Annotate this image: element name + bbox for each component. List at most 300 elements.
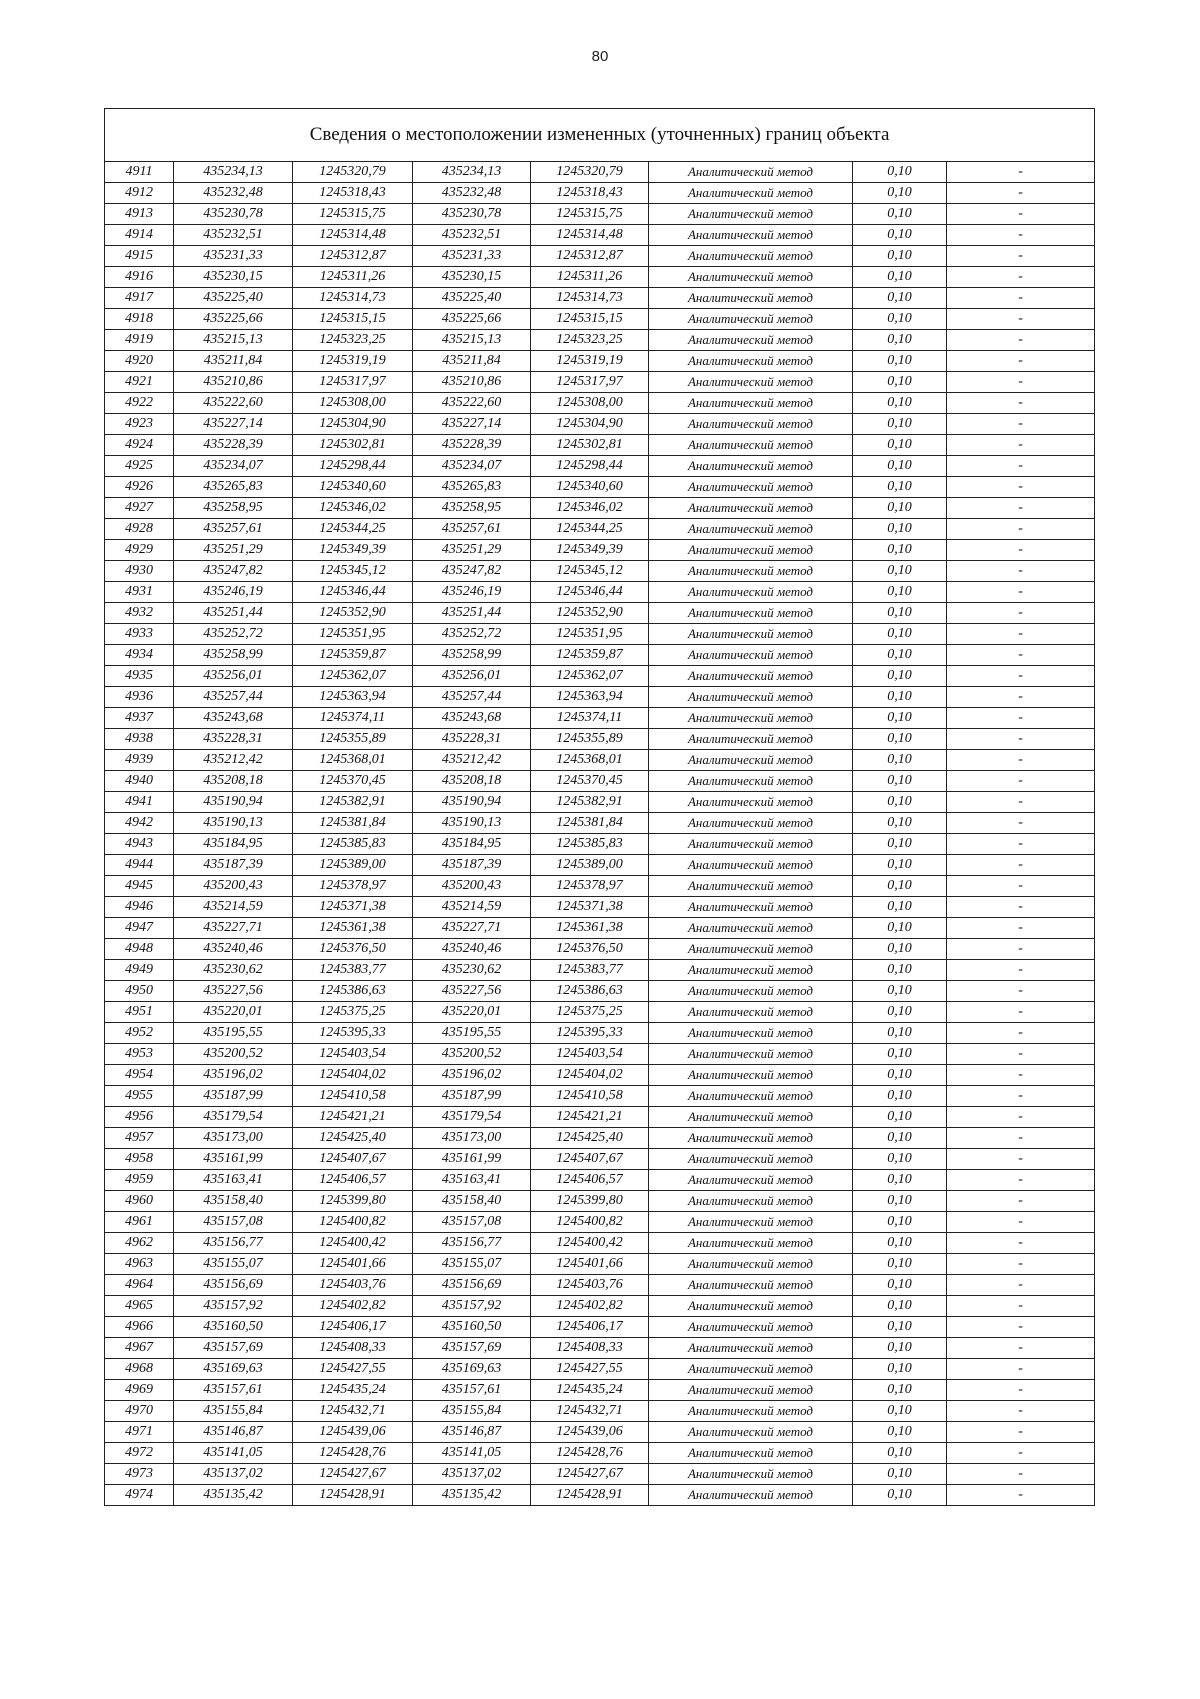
point-number-cell: 4933 xyxy=(105,624,174,645)
x-old-cell: 435135,42 xyxy=(174,1485,293,1506)
table-row xyxy=(105,960,1095,981)
y-old-cell: 1245340,60 xyxy=(293,477,413,498)
y-new-cell: 1245375,25 xyxy=(531,1002,649,1023)
x-old-cell: 435146,87 xyxy=(174,1422,293,1443)
accuracy-cell: 0,10 xyxy=(853,666,947,687)
y-old-cell: 1245381,84 xyxy=(293,813,413,834)
y-old-cell: 1245386,63 xyxy=(293,981,413,1002)
table-row xyxy=(105,1170,1095,1191)
accuracy-cell: 0,10 xyxy=(853,1212,947,1233)
x-old-cell: 435252,72 xyxy=(174,624,293,645)
x-new-cell: 435230,78 xyxy=(413,204,531,225)
table-row xyxy=(105,1317,1095,1338)
y-old-cell: 1245376,50 xyxy=(293,939,413,960)
table-row xyxy=(105,1086,1095,1107)
y-new-cell: 1245383,77 xyxy=(531,960,649,981)
table-row xyxy=(105,498,1095,519)
x-new-cell: 435232,48 xyxy=(413,183,531,204)
point-number-cell: 4938 xyxy=(105,729,174,750)
table-row xyxy=(105,162,1095,183)
x-new-cell: 435257,61 xyxy=(413,519,531,540)
table-row xyxy=(105,1002,1095,1023)
y-old-cell: 1245439,06 xyxy=(293,1422,413,1443)
note-cell: - xyxy=(947,981,1095,1002)
y-old-cell: 1245382,91 xyxy=(293,792,413,813)
method-cell: Аналитический метод xyxy=(649,1086,853,1107)
x-new-cell: 435158,40 xyxy=(413,1191,531,1212)
point-number-cell: 4970 xyxy=(105,1401,174,1422)
note-cell: - xyxy=(947,183,1095,204)
table-row xyxy=(105,855,1095,876)
x-new-cell: 435190,94 xyxy=(413,792,531,813)
x-old-cell: 435173,00 xyxy=(174,1128,293,1149)
note-cell: - xyxy=(947,267,1095,288)
x-new-cell: 435222,60 xyxy=(413,393,531,414)
point-number-cell: 4964 xyxy=(105,1275,174,1296)
x-new-cell: 435252,72 xyxy=(413,624,531,645)
x-new-cell: 435157,69 xyxy=(413,1338,531,1359)
method-cell: Аналитический метод xyxy=(649,1254,853,1275)
x-new-cell: 435163,41 xyxy=(413,1170,531,1191)
x-new-cell: 435173,00 xyxy=(413,1128,531,1149)
x-old-cell: 435141,05 xyxy=(174,1443,293,1464)
note-cell: - xyxy=(947,1275,1095,1296)
y-new-cell: 1245315,75 xyxy=(531,204,649,225)
y-new-cell: 1245361,38 xyxy=(531,918,649,939)
point-number-cell: 4945 xyxy=(105,876,174,897)
accuracy-cell: 0,10 xyxy=(853,960,947,981)
note-cell: - xyxy=(947,813,1095,834)
method-cell: Аналитический метод xyxy=(649,1023,853,1044)
point-number-cell: 4969 xyxy=(105,1380,174,1401)
y-new-cell: 1245351,95 xyxy=(531,624,649,645)
method-cell: Аналитический метод xyxy=(649,498,853,519)
note-cell: - xyxy=(947,1107,1095,1128)
note-cell: - xyxy=(947,708,1095,729)
x-new-cell: 435156,77 xyxy=(413,1233,531,1254)
x-old-cell: 435225,40 xyxy=(174,288,293,309)
accuracy-cell: 0,10 xyxy=(853,750,947,771)
y-new-cell: 1245401,66 xyxy=(531,1254,649,1275)
y-new-cell: 1245386,63 xyxy=(531,981,649,1002)
x-new-cell: 435157,92 xyxy=(413,1296,531,1317)
accuracy-cell: 0,10 xyxy=(853,1422,947,1443)
accuracy-cell: 0,10 xyxy=(853,498,947,519)
accuracy-cell: 0,10 xyxy=(853,393,947,414)
method-cell: Аналитический метод xyxy=(649,1422,853,1443)
x-old-cell: 435214,59 xyxy=(174,897,293,918)
note-cell: - xyxy=(947,561,1095,582)
x-new-cell: 435251,44 xyxy=(413,603,531,624)
y-new-cell: 1245428,76 xyxy=(531,1443,649,1464)
x-new-cell: 435137,02 xyxy=(413,1464,531,1485)
point-number-cell: 4927 xyxy=(105,498,174,519)
point-number-cell: 4941 xyxy=(105,792,174,813)
y-new-cell: 1245439,06 xyxy=(531,1422,649,1443)
x-new-cell: 435184,95 xyxy=(413,834,531,855)
x-old-cell: 435257,61 xyxy=(174,519,293,540)
y-old-cell: 1245374,11 xyxy=(293,708,413,729)
table-row xyxy=(105,351,1095,372)
table-row xyxy=(105,918,1095,939)
accuracy-cell: 0,10 xyxy=(853,1338,947,1359)
point-number-cell: 4911 xyxy=(105,162,174,183)
note-cell: - xyxy=(947,729,1095,750)
y-new-cell: 1245311,26 xyxy=(531,267,649,288)
table-row xyxy=(105,1149,1095,1170)
x-new-cell: 435200,52 xyxy=(413,1044,531,1065)
y-new-cell: 1245362,07 xyxy=(531,666,649,687)
table-row xyxy=(105,1485,1095,1506)
x-old-cell: 435158,40 xyxy=(174,1191,293,1212)
table-row xyxy=(105,750,1095,771)
note-cell: - xyxy=(947,309,1095,330)
y-old-cell: 1245404,02 xyxy=(293,1065,413,1086)
y-new-cell: 1245427,67 xyxy=(531,1464,649,1485)
y-new-cell: 1245376,50 xyxy=(531,939,649,960)
table-row xyxy=(105,246,1095,267)
accuracy-cell: 0,10 xyxy=(853,1002,947,1023)
x-old-cell: 435246,19 xyxy=(174,582,293,603)
method-cell: Аналитический метод xyxy=(649,687,853,708)
y-old-cell: 1245319,19 xyxy=(293,351,413,372)
note-cell: - xyxy=(947,1338,1095,1359)
y-old-cell: 1245383,77 xyxy=(293,960,413,981)
x-old-cell: 435196,02 xyxy=(174,1065,293,1086)
y-new-cell: 1245315,15 xyxy=(531,309,649,330)
table-row xyxy=(105,204,1095,225)
accuracy-cell: 0,10 xyxy=(853,1023,947,1044)
point-number-cell: 4924 xyxy=(105,435,174,456)
accuracy-cell: 0,10 xyxy=(853,855,947,876)
note-cell: - xyxy=(947,582,1095,603)
x-new-cell: 435258,99 xyxy=(413,645,531,666)
y-new-cell: 1245425,40 xyxy=(531,1128,649,1149)
x-new-cell: 435169,63 xyxy=(413,1359,531,1380)
y-old-cell: 1245302,81 xyxy=(293,435,413,456)
x-old-cell: 435230,62 xyxy=(174,960,293,981)
y-new-cell: 1245344,25 xyxy=(531,519,649,540)
point-number-cell: 4921 xyxy=(105,372,174,393)
x-new-cell: 435251,29 xyxy=(413,540,531,561)
y-old-cell: 1245349,39 xyxy=(293,540,413,561)
y-new-cell: 1245400,42 xyxy=(531,1233,649,1254)
accuracy-cell: 0,10 xyxy=(853,897,947,918)
note-cell: - xyxy=(947,351,1095,372)
x-new-cell: 435155,84 xyxy=(413,1401,531,1422)
point-number-cell: 4926 xyxy=(105,477,174,498)
y-old-cell: 1245314,73 xyxy=(293,288,413,309)
point-number-cell: 4968 xyxy=(105,1359,174,1380)
accuracy-cell: 0,10 xyxy=(853,1296,947,1317)
y-new-cell: 1245428,91 xyxy=(531,1485,649,1506)
y-old-cell: 1245361,38 xyxy=(293,918,413,939)
note-cell: - xyxy=(947,246,1095,267)
accuracy-cell: 0,10 xyxy=(853,834,947,855)
point-number-cell: 4962 xyxy=(105,1233,174,1254)
note-cell: - xyxy=(947,162,1095,183)
point-number-cell: 4955 xyxy=(105,1086,174,1107)
method-cell: Аналитический метод xyxy=(649,1002,853,1023)
y-new-cell: 1245402,82 xyxy=(531,1296,649,1317)
y-old-cell: 1245378,97 xyxy=(293,876,413,897)
point-number-cell: 4912 xyxy=(105,183,174,204)
point-number-cell: 4937 xyxy=(105,708,174,729)
y-new-cell: 1245320,79 xyxy=(531,162,649,183)
note-cell: - xyxy=(947,666,1095,687)
accuracy-cell: 0,10 xyxy=(853,288,947,309)
x-new-cell: 435195,55 xyxy=(413,1023,531,1044)
x-new-cell: 435146,87 xyxy=(413,1422,531,1443)
y-new-cell: 1245408,33 xyxy=(531,1338,649,1359)
y-old-cell: 1245410,58 xyxy=(293,1086,413,1107)
table-row xyxy=(105,981,1095,1002)
accuracy-cell: 0,10 xyxy=(853,1107,947,1128)
accuracy-cell: 0,10 xyxy=(853,1065,947,1086)
table-row xyxy=(105,540,1095,561)
method-cell: Аналитический метод xyxy=(649,729,853,750)
table-row xyxy=(105,183,1095,204)
accuracy-cell: 0,10 xyxy=(853,729,947,750)
y-old-cell: 1245403,54 xyxy=(293,1044,413,1065)
y-old-cell: 1245371,38 xyxy=(293,897,413,918)
point-number-cell: 4972 xyxy=(105,1443,174,1464)
accuracy-cell: 0,10 xyxy=(853,351,947,372)
table-row xyxy=(105,561,1095,582)
point-number-cell: 4936 xyxy=(105,687,174,708)
point-number-cell: 4946 xyxy=(105,897,174,918)
x-new-cell: 435214,59 xyxy=(413,897,531,918)
y-new-cell: 1245381,84 xyxy=(531,813,649,834)
note-cell: - xyxy=(947,750,1095,771)
accuracy-cell: 0,10 xyxy=(853,624,947,645)
note-cell: - xyxy=(947,1359,1095,1380)
note-cell: - xyxy=(947,1296,1095,1317)
table-row xyxy=(105,1191,1095,1212)
accuracy-cell: 0,10 xyxy=(853,687,947,708)
point-number-cell: 4952 xyxy=(105,1023,174,1044)
x-old-cell: 435227,14 xyxy=(174,414,293,435)
point-number-cell: 4929 xyxy=(105,540,174,561)
table-row xyxy=(105,771,1095,792)
accuracy-cell: 0,10 xyxy=(853,414,947,435)
y-new-cell: 1245346,44 xyxy=(531,582,649,603)
x-old-cell: 435200,43 xyxy=(174,876,293,897)
method-cell: Аналитический метод xyxy=(649,519,853,540)
y-new-cell: 1245400,82 xyxy=(531,1212,649,1233)
x-new-cell: 435225,40 xyxy=(413,288,531,309)
point-number-cell: 4931 xyxy=(105,582,174,603)
accuracy-cell: 0,10 xyxy=(853,519,947,540)
y-old-cell: 1245406,57 xyxy=(293,1170,413,1191)
page-number: 80 xyxy=(591,48,609,65)
y-new-cell: 1245403,76 xyxy=(531,1275,649,1296)
method-cell: Аналитический метод xyxy=(649,1107,853,1128)
x-old-cell: 435231,33 xyxy=(174,246,293,267)
table-row xyxy=(105,288,1095,309)
x-new-cell: 435230,15 xyxy=(413,267,531,288)
y-old-cell: 1245428,76 xyxy=(293,1443,413,1464)
x-old-cell: 435232,51 xyxy=(174,225,293,246)
method-cell: Аналитический метод xyxy=(649,1317,853,1338)
point-number-cell: 4930 xyxy=(105,561,174,582)
method-cell: Аналитический метод xyxy=(649,1191,853,1212)
table-row xyxy=(105,330,1095,351)
table-row xyxy=(105,1128,1095,1149)
accuracy-cell: 0,10 xyxy=(853,456,947,477)
note-cell: - xyxy=(947,1233,1095,1254)
accuracy-cell: 0,10 xyxy=(853,876,947,897)
y-new-cell: 1245318,43 xyxy=(531,183,649,204)
x-old-cell: 435232,48 xyxy=(174,183,293,204)
accuracy-cell: 0,10 xyxy=(853,1317,947,1338)
y-new-cell: 1245340,60 xyxy=(531,477,649,498)
method-cell: Аналитический метод xyxy=(649,414,853,435)
x-new-cell: 435227,71 xyxy=(413,918,531,939)
point-number-cell: 4935 xyxy=(105,666,174,687)
accuracy-cell: 0,10 xyxy=(853,1443,947,1464)
x-new-cell: 435157,61 xyxy=(413,1380,531,1401)
table-row xyxy=(105,1380,1095,1401)
x-old-cell: 435215,13 xyxy=(174,330,293,351)
note-cell: - xyxy=(947,771,1095,792)
y-old-cell: 1245298,44 xyxy=(293,456,413,477)
table-row xyxy=(105,393,1095,414)
accuracy-cell: 0,10 xyxy=(853,708,947,729)
method-cell: Аналитический метод xyxy=(649,351,853,372)
x-old-cell: 435156,77 xyxy=(174,1233,293,1254)
x-old-cell: 435163,41 xyxy=(174,1170,293,1191)
x-old-cell: 435228,31 xyxy=(174,729,293,750)
x-old-cell: 435195,55 xyxy=(174,1023,293,1044)
note-cell: - xyxy=(947,918,1095,939)
accuracy-cell: 0,10 xyxy=(853,372,947,393)
point-number-cell: 4958 xyxy=(105,1149,174,1170)
x-new-cell: 435257,44 xyxy=(413,687,531,708)
table-row xyxy=(105,225,1095,246)
y-new-cell: 1245385,83 xyxy=(531,834,649,855)
note-cell: - xyxy=(947,519,1095,540)
note-cell: - xyxy=(947,1422,1095,1443)
method-cell: Аналитический метод xyxy=(649,1485,853,1506)
table-row xyxy=(105,1107,1095,1128)
x-new-cell: 435179,54 xyxy=(413,1107,531,1128)
accuracy-cell: 0,10 xyxy=(853,1380,947,1401)
method-cell: Аналитический метод xyxy=(649,162,853,183)
accuracy-cell: 0,10 xyxy=(853,1359,947,1380)
accuracy-cell: 0,10 xyxy=(853,813,947,834)
point-number-cell: 4971 xyxy=(105,1422,174,1443)
accuracy-cell: 0,10 xyxy=(853,1191,947,1212)
point-number-cell: 4966 xyxy=(105,1317,174,1338)
x-old-cell: 435227,56 xyxy=(174,981,293,1002)
y-old-cell: 1245402,82 xyxy=(293,1296,413,1317)
x-new-cell: 435200,43 xyxy=(413,876,531,897)
point-number-cell: 4949 xyxy=(105,960,174,981)
x-new-cell: 435265,83 xyxy=(413,477,531,498)
table-row xyxy=(105,1254,1095,1275)
point-number-cell: 4918 xyxy=(105,309,174,330)
table-row xyxy=(105,1296,1095,1317)
accuracy-cell: 0,10 xyxy=(853,1401,947,1422)
x-old-cell: 435184,95 xyxy=(174,834,293,855)
point-number-cell: 4963 xyxy=(105,1254,174,1275)
method-cell: Аналитический метод xyxy=(649,792,853,813)
point-number-cell: 4954 xyxy=(105,1065,174,1086)
point-number-cell: 4973 xyxy=(105,1464,174,1485)
table-row xyxy=(105,813,1095,834)
y-new-cell: 1245314,73 xyxy=(531,288,649,309)
x-old-cell: 435200,52 xyxy=(174,1044,293,1065)
y-old-cell: 1245427,55 xyxy=(293,1359,413,1380)
y-old-cell: 1245403,76 xyxy=(293,1275,413,1296)
point-number-cell: 4917 xyxy=(105,288,174,309)
x-new-cell: 435161,99 xyxy=(413,1149,531,1170)
note-cell: - xyxy=(947,1002,1095,1023)
x-old-cell: 435230,15 xyxy=(174,267,293,288)
method-cell: Аналитический метод xyxy=(649,372,853,393)
method-cell: Аналитический метод xyxy=(649,1359,853,1380)
y-new-cell: 1245359,87 xyxy=(531,645,649,666)
accuracy-cell: 0,10 xyxy=(853,918,947,939)
method-cell: Аналитический метод xyxy=(649,561,853,582)
table-row xyxy=(105,414,1095,435)
note-cell: - xyxy=(947,834,1095,855)
y-new-cell: 1245308,00 xyxy=(531,393,649,414)
y-new-cell: 1245317,97 xyxy=(531,372,649,393)
point-number-cell: 4940 xyxy=(105,771,174,792)
note-cell: - xyxy=(947,1128,1095,1149)
point-number-cell: 4943 xyxy=(105,834,174,855)
method-cell: Аналитический метод xyxy=(649,1380,853,1401)
method-cell: Аналитический метод xyxy=(649,1443,853,1464)
x-new-cell: 435230,62 xyxy=(413,960,531,981)
y-new-cell: 1245395,33 xyxy=(531,1023,649,1044)
point-number-cell: 4914 xyxy=(105,225,174,246)
x-new-cell: 435211,84 xyxy=(413,351,531,372)
x-old-cell: 435265,83 xyxy=(174,477,293,498)
table-row xyxy=(105,876,1095,897)
x-old-cell: 435156,69 xyxy=(174,1275,293,1296)
method-cell: Аналитический метод xyxy=(649,918,853,939)
y-old-cell: 1245432,71 xyxy=(293,1401,413,1422)
x-old-cell: 435155,84 xyxy=(174,1401,293,1422)
x-new-cell: 435157,08 xyxy=(413,1212,531,1233)
note-cell: - xyxy=(947,1254,1095,1275)
point-number-cell: 4944 xyxy=(105,855,174,876)
x-new-cell: 435234,07 xyxy=(413,456,531,477)
y-old-cell: 1245352,90 xyxy=(293,603,413,624)
method-cell: Аналитический метод xyxy=(649,813,853,834)
note-cell: - xyxy=(947,1170,1095,1191)
note-cell: - xyxy=(947,687,1095,708)
y-old-cell: 1245385,83 xyxy=(293,834,413,855)
x-new-cell: 435156,69 xyxy=(413,1275,531,1296)
y-old-cell: 1245344,25 xyxy=(293,519,413,540)
table-row xyxy=(105,372,1095,393)
x-old-cell: 435157,08 xyxy=(174,1212,293,1233)
point-number-cell: 4974 xyxy=(105,1485,174,1506)
x-new-cell: 435258,95 xyxy=(413,498,531,519)
y-old-cell: 1245311,26 xyxy=(293,267,413,288)
y-new-cell: 1245399,80 xyxy=(531,1191,649,1212)
method-cell: Аналитический метод xyxy=(649,246,853,267)
accuracy-cell: 0,10 xyxy=(853,1485,947,1506)
method-cell: Аналитический метод xyxy=(649,939,853,960)
point-number-cell: 4960 xyxy=(105,1191,174,1212)
note-cell: - xyxy=(947,1149,1095,1170)
accuracy-cell: 0,10 xyxy=(853,582,947,603)
